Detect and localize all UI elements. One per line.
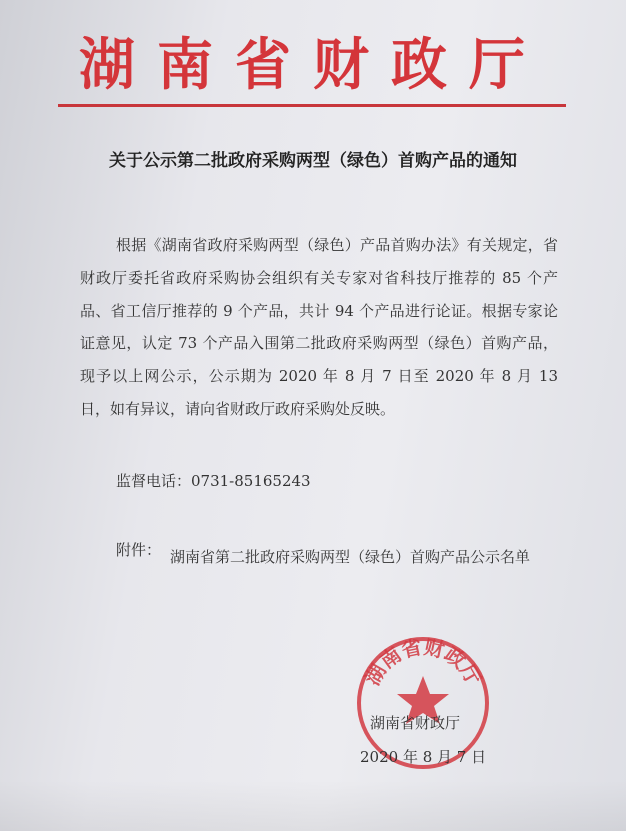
body-paragraph: 根据《湖南省政府采购两型（绿色）产品首购办法》有关规定，省财政厅委托省政府采购协会组织有关专家对省科技厅推荐的 85 个产品、省工信厅推荐的 9 个产品，共计 94 个产品进行论证。根据专家论证意见，认定 73 个产品入围第二批政府采购两型（绿色）首购产品，现予以上网公示，公示期为 2020 年 8 月 7 日至 2020 年 8 月 13 日，如有异议，请向省财政厅政府采购处反映。: [80, 236, 558, 418]
document-title: 关于公示第二批政府采购两型（绿色）首购产品的通知: [109, 151, 517, 171]
supervision-phone: 监督电话：0731-85165243: [116, 472, 311, 490]
letterhead: 湖南省财政厅: [79, 33, 547, 98]
svg-text:湖南省财政厅: 湖南省财政厅: [360, 634, 486, 690]
attachment-label: 附件：: [116, 541, 162, 559]
signature-organization: 湖南省财政厅: [370, 714, 461, 732]
page-shadow: [0, 780, 626, 831]
letterhead-divider: [58, 104, 566, 107]
attachment-title: 湖南省第二批政府采购两型（绿色）首购产品公示名单: [170, 548, 531, 566]
signature-date: 2020 年 8 月 7 日: [360, 748, 487, 766]
